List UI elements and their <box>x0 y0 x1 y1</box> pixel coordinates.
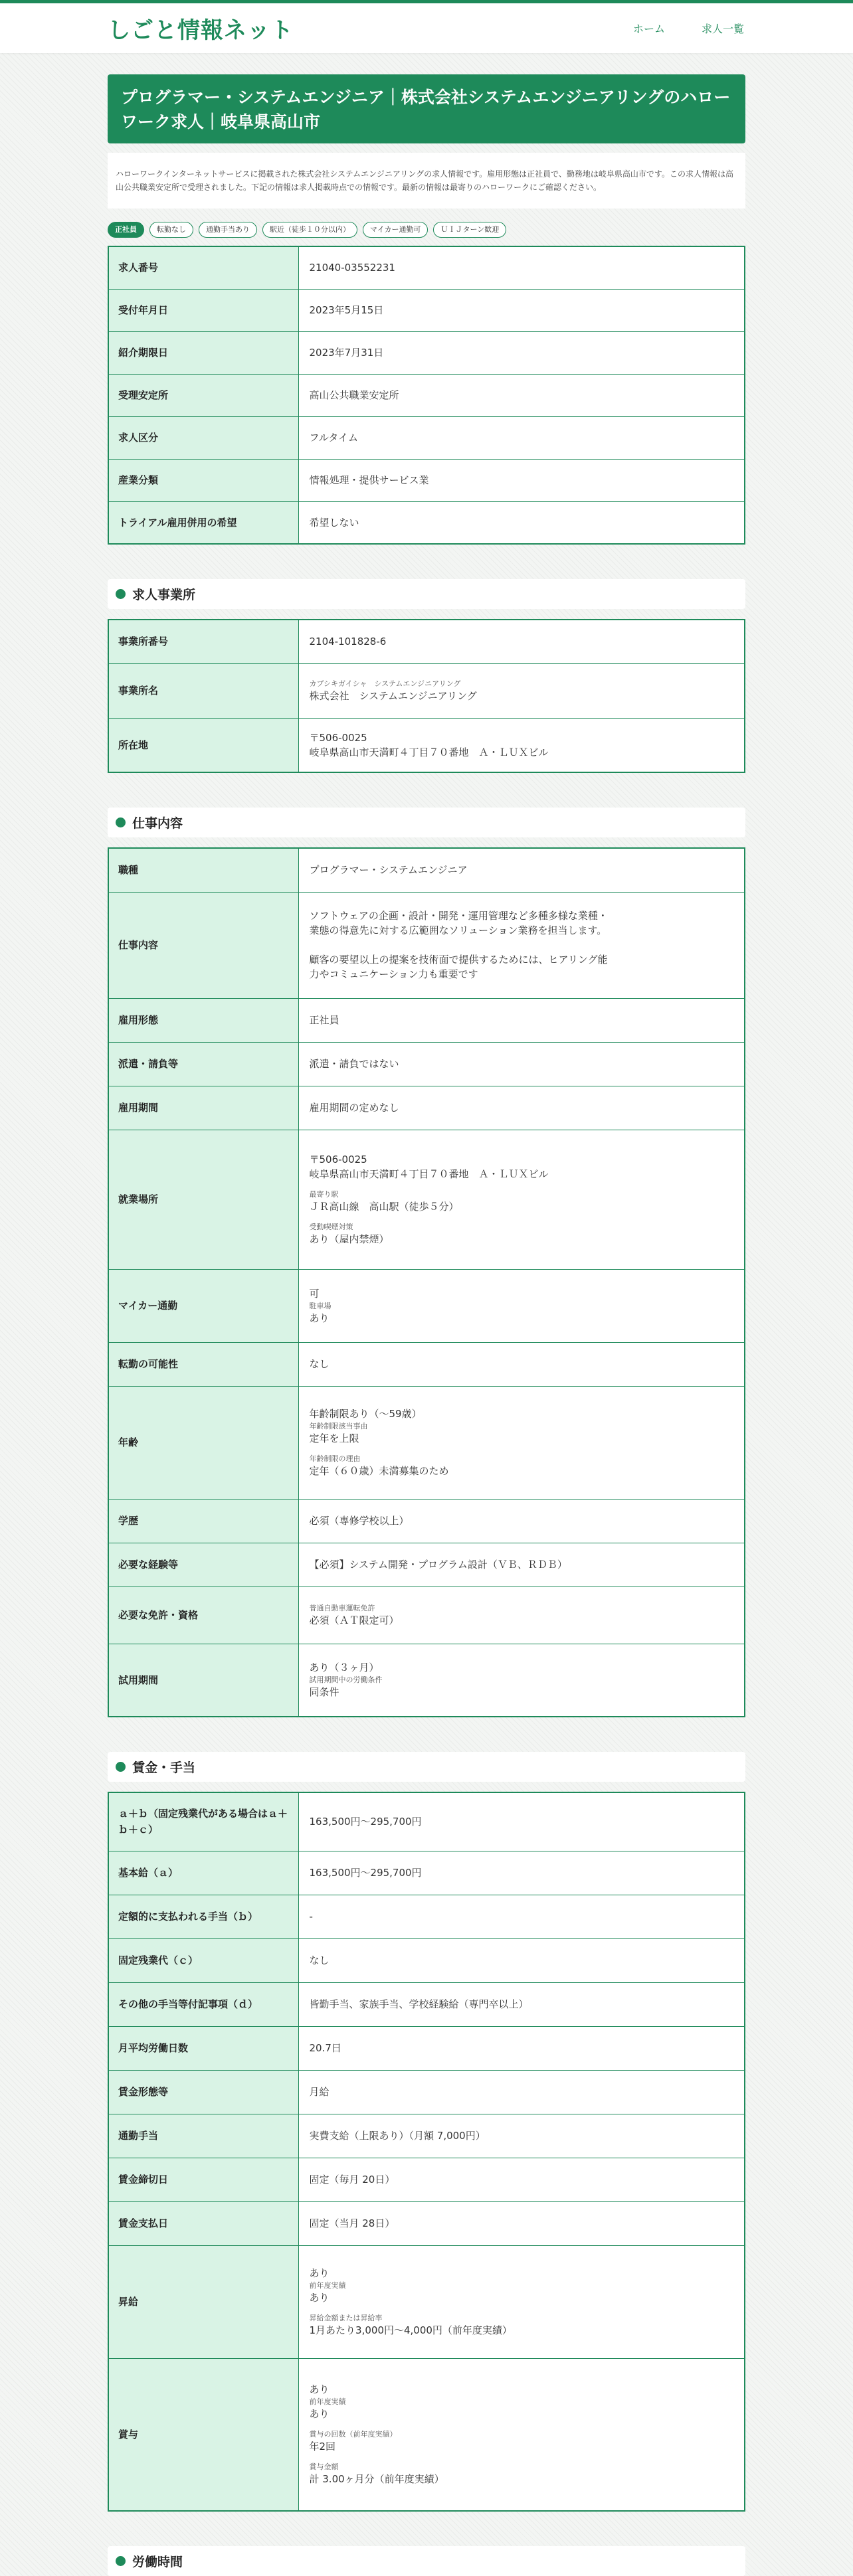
row-label: 賃金締切日 <box>108 2158 298 2201</box>
section-title-text: 賃金・手当 <box>132 1760 196 1775</box>
table-row <box>108 2245 745 2358</box>
wage-other: 皆勤手当、家族手当、学校経験給（専門卒以上） <box>298 1982 745 2026</box>
row-label: 基本給（ａ） <box>108 1851 298 1895</box>
parking-caption: 駐車場 <box>309 1301 332 1310</box>
bonus-times-caption: 賞与の回数（前年度実績） <box>309 2430 397 2439</box>
office-number: 2104-101828-6 <box>298 620 745 663</box>
row-label: 賃金形態等 <box>108 2070 298 2114</box>
bonus-prev: あり <box>309 2408 330 2421</box>
section-title-wage <box>108 1752 745 1782</box>
row-label: 仕事内容 <box>108 892 298 998</box>
wage-table <box>108 1792 745 2512</box>
summary-table <box>108 246 745 545</box>
smoking-caption: 受動喫煙対策 <box>309 1223 353 1231</box>
table-row <box>108 998 745 1042</box>
spacer <box>310 2305 734 2313</box>
station-caption: 最寄り駅 <box>309 1190 339 1199</box>
spacer <box>310 1181 734 1189</box>
table-row <box>108 289 745 331</box>
table-row <box>108 718 745 772</box>
row-label: 職種 <box>108 848 298 892</box>
wage-raise-cell <box>298 2245 745 2358</box>
job-education: 必須（専修学校以上） <box>298 1499 745 1543</box>
row-value: フルタイム <box>298 416 745 459</box>
table-row <box>108 620 745 663</box>
bonus-amount: 計 3.00ヶ月分（前年度実績） <box>309 2473 444 2486</box>
row-value: 21040-03552231 <box>298 246 745 289</box>
raise-prev: あり <box>309 2292 330 2304</box>
job-car-cell <box>298 1269 745 1342</box>
tag-no-transfer: 転勤なし <box>149 222 193 238</box>
row-label: 求人番号 <box>108 246 298 289</box>
row-label: 就業場所 <box>108 1130 298 1269</box>
wage-total: 163,500円〜295,700円 <box>298 1792 745 1851</box>
row-label: 昇給 <box>108 2245 298 2358</box>
tag-employment-type: 正社員 <box>108 222 144 238</box>
row-label: 賃金支払日 <box>108 2201 298 2245</box>
trial-condition: 同条件 <box>309 1686 339 1699</box>
wage-base: 163,500円〜295,700円 <box>298 1851 745 1895</box>
table-row <box>108 2158 745 2201</box>
table-row <box>108 1499 745 1543</box>
job-occupation: プログラマー・システムエンジニア <box>298 848 745 892</box>
row-label: 事業所名 <box>108 663 298 718</box>
job-content-line: 業態の得意先に対する広範囲なソリューション業務を担当します。 <box>309 924 607 936</box>
workplace-station: ＪＲ高山線 高山駅（徒歩５分） <box>309 1201 459 1213</box>
table-row <box>108 1792 745 1851</box>
table-row <box>108 1644 745 1717</box>
table-row <box>108 663 745 718</box>
wage-bonus-cell <box>298 2358 745 2511</box>
table-row <box>108 1895 745 1938</box>
office-address-cell <box>298 718 745 772</box>
job-content-line: 顧客の要望以上の提案を技術面で提供するためには、ヒアリング能 <box>309 954 608 966</box>
table-row <box>108 374 745 416</box>
section-title-working-hours <box>108 2546 745 2576</box>
wage-days: 20.7日 <box>298 2026 745 2070</box>
table-row <box>108 501 745 544</box>
wage-commute: 実費支給（上限あり）（月額 7,000円） <box>298 2114 745 2158</box>
table-row <box>108 1938 745 1982</box>
trial-caption: 試用期間中の労働条件 <box>309 1675 383 1685</box>
top-navigation-bar <box>0 0 853 53</box>
table-row <box>108 1342 745 1386</box>
row-label: 必要な経験等 <box>108 1543 298 1587</box>
section-bullet-icon <box>116 2556 126 2566</box>
row-label: 必要な免許・資格 <box>108 1587 298 1644</box>
row-label: 求人区分 <box>108 416 298 459</box>
job-experience: 【必須】システム開発・プログラム設計（ＶＢ、ＲＤＢ） <box>298 1543 745 1587</box>
bonus-amount-caption: 賞与金額 <box>309 2462 339 2472</box>
row-value: 2023年7月31日 <box>298 331 745 374</box>
table-row <box>108 416 745 459</box>
workplace-address: 岐阜県高山市天満町４丁目７０番地 Ａ・ＬＵＸビル <box>309 1168 549 1180</box>
spacer <box>310 2421 734 2429</box>
table-row <box>108 1982 745 2026</box>
tag-commute-allowance: 通勤手当あり <box>199 222 257 238</box>
section-title-job <box>108 808 745 837</box>
job-content-cell <box>298 892 745 998</box>
office-name-kana: カブシキガイシャ システムエンジニアリング <box>309 679 461 688</box>
job-content-spacer <box>310 938 734 952</box>
row-value: 高山公共職業安定所 <box>298 374 745 416</box>
row-value: 2023年5月15日 <box>298 289 745 331</box>
section-bullet-icon <box>116 589 126 599</box>
spacer <box>310 2454 734 2462</box>
wage-form: 月給 <box>298 2070 745 2114</box>
section-title-text: 仕事内容 <box>132 816 183 831</box>
license-value: 必須（ＡＴ限定可） <box>309 1614 399 1626</box>
feature-tags <box>108 222 745 238</box>
job-employment: 正社員 <box>298 998 745 1042</box>
nav-home-link[interactable]: ホーム <box>632 23 665 35</box>
row-label: 賞与 <box>108 2358 298 2511</box>
top-navigation-inner <box>108 3 745 53</box>
row-label: 月平均労働日数 <box>108 2026 298 2070</box>
row-label: 学歴 <box>108 1499 298 1543</box>
parking-value: あり <box>309 1312 330 1324</box>
row-label: 雇用形態 <box>108 998 298 1042</box>
workplace-zip: 〒506-0025 <box>309 1154 367 1165</box>
row-label: 雇用期間 <box>108 1086 298 1130</box>
bonus-prev-caption: 前年度実績 <box>309 2397 346 2407</box>
table-row <box>108 892 745 998</box>
table-row <box>108 1851 745 1895</box>
raise-amount: 1月あたり3,000円〜4,000円（前年度実績） <box>309 2324 512 2336</box>
table-row <box>108 1086 745 1130</box>
page-title: プログラマー・システムエンジニア｜株式会社システムエンジニアリングのハローワーク求人｜岐阜県高山市 <box>108 74 745 143</box>
job-content-line: ソフトウェアの企画・設計・開発・運用管理など多種多様な業種・ <box>309 910 608 922</box>
workplace-smoking: あり（屋内禁煙） <box>309 1233 389 1245</box>
age-case-caption: 年齢制限該当事由 <box>309 1422 368 1430</box>
wage-cutoff: 固定（毎月 20日） <box>298 2158 745 2201</box>
table-row <box>108 1543 745 1587</box>
row-value: 情報処理・提供サービス業 <box>298 459 745 501</box>
raise-value: あり <box>309 2267 330 2279</box>
age-reason: 定年（６０歳）未満募集のため <box>309 1465 449 1477</box>
bonus-times: 年2回 <box>309 2441 336 2453</box>
section-title-office <box>108 579 745 609</box>
table-row <box>108 1386 745 1499</box>
age-limit: 年齢制限あり（～59歳） <box>309 1408 422 1420</box>
wage-payday: 固定（当月 28日） <box>298 2201 745 2245</box>
raise-amount-caption: 昇給金額または昇給率 <box>309 2314 383 2322</box>
table-row <box>108 1130 745 1269</box>
row-value: 希望しない <box>298 501 745 544</box>
job-content-line: 力やコミュニケーション力も重要です <box>309 968 478 980</box>
table-row <box>108 2070 745 2114</box>
table-row <box>108 1587 745 1644</box>
car-commute-value: 可 <box>309 1287 320 1300</box>
row-label: 転勤の可能性 <box>108 1342 298 1386</box>
row-label: 受付年月日 <box>108 289 298 331</box>
main-nav <box>633 21 744 36</box>
row-label: ａ＋ｂ（固定残業代がある場合はａ＋ｂ＋ｃ） <box>108 1792 298 1851</box>
job-period: 雇用期間の定めなし <box>298 1086 745 1130</box>
row-label: 派遣・請負等 <box>108 1042 298 1086</box>
office-name-cell <box>298 663 745 718</box>
main-content <box>108 74 745 2576</box>
table-row <box>108 1042 745 1086</box>
row-label: 試用期間 <box>108 1644 298 1717</box>
table-row <box>108 459 745 501</box>
spacer <box>310 1214 734 1222</box>
row-label: 通勤手当 <box>108 2114 298 2158</box>
wage-overtime: なし <box>298 1938 745 1982</box>
row-label: 紹介期限日 <box>108 331 298 374</box>
bonus-value: あり <box>309 2383 330 2396</box>
raise-prev-caption: 前年度実績 <box>309 2281 346 2290</box>
age-case: 定年を上限 <box>309 1432 359 1444</box>
nav-job-list-link[interactable]: 求人一覧 <box>701 23 744 35</box>
job-transfer: なし <box>298 1342 745 1386</box>
table-row <box>108 246 745 289</box>
spacer <box>310 1446 734 1454</box>
table-row <box>108 1269 745 1342</box>
row-label: 受理安定所 <box>108 374 298 416</box>
table-row <box>108 331 745 374</box>
job-table <box>108 847 745 1717</box>
row-label: トライアル雇用併用の希望 <box>108 501 298 544</box>
office-zip: 〒506-0025 <box>309 731 367 744</box>
section-bullet-icon <box>116 817 126 827</box>
section-title-text: 求人事業所 <box>132 588 196 602</box>
trial-value: あり（３ヶ月） <box>309 1662 379 1674</box>
row-label: その他の手当等付記事項（ｄ） <box>108 1982 298 2026</box>
job-workplace-cell <box>298 1130 745 1269</box>
tag-near-station: 駅近（徒歩１０分以内） <box>262 222 357 238</box>
office-name: 株式会社 システムエンジニアリング <box>309 689 477 702</box>
row-label: マイカー通勤 <box>108 1269 298 1342</box>
table-row <box>108 2026 745 2070</box>
table-row <box>108 2114 745 2158</box>
job-trial-cell <box>298 1644 745 1717</box>
intro-description: ハローワークインターネットサービスに掲載された株式会社システムエンジニアリングの求人情報です。雇用形態は正社員で、勤務地は岐阜県高山市です。この求人情報は高山公共職業安定所で受理されました。下記の情報は求人掲載時点での情報です。最新の情報は最寄りのハローワークにご確認ください。 <box>108 153 745 209</box>
row-label: 産業分類 <box>108 459 298 501</box>
office-table <box>108 619 745 773</box>
tag-car-commute: マイカー通勤可 <box>363 222 428 238</box>
job-license-cell <box>298 1587 745 1644</box>
row-label: 事業所番号 <box>108 620 298 663</box>
row-label: 所在地 <box>108 718 298 772</box>
section-bullet-icon <box>116 1762 126 1772</box>
office-address: 岐阜県高山市天満町４丁目７０番地 Ａ・ＬＵＸビル <box>309 746 549 758</box>
job-age-cell <box>298 1386 745 1499</box>
site-logo[interactable]: しごと情報ネット <box>108 17 294 44</box>
table-row <box>108 2201 745 2245</box>
age-reason-caption: 年齢制限の理由 <box>309 1454 361 1463</box>
wage-allowance: - <box>298 1895 745 1938</box>
table-row <box>108 848 745 892</box>
license-caption: 普通自動車運転免許 <box>309 1603 375 1612</box>
tag-uij-turn: ＵＩＪターン歓迎 <box>433 222 506 238</box>
row-label: 固定残業代（ｃ） <box>108 1938 298 1982</box>
row-label: 定額的に支払われる手当（ｂ） <box>108 1895 298 1938</box>
job-dispatch: 派遣・請負ではない <box>298 1042 745 1086</box>
section-title-text: 労働時間 <box>132 2555 183 2569</box>
table-row <box>108 2358 745 2511</box>
row-label: 年齢 <box>108 1386 298 1499</box>
